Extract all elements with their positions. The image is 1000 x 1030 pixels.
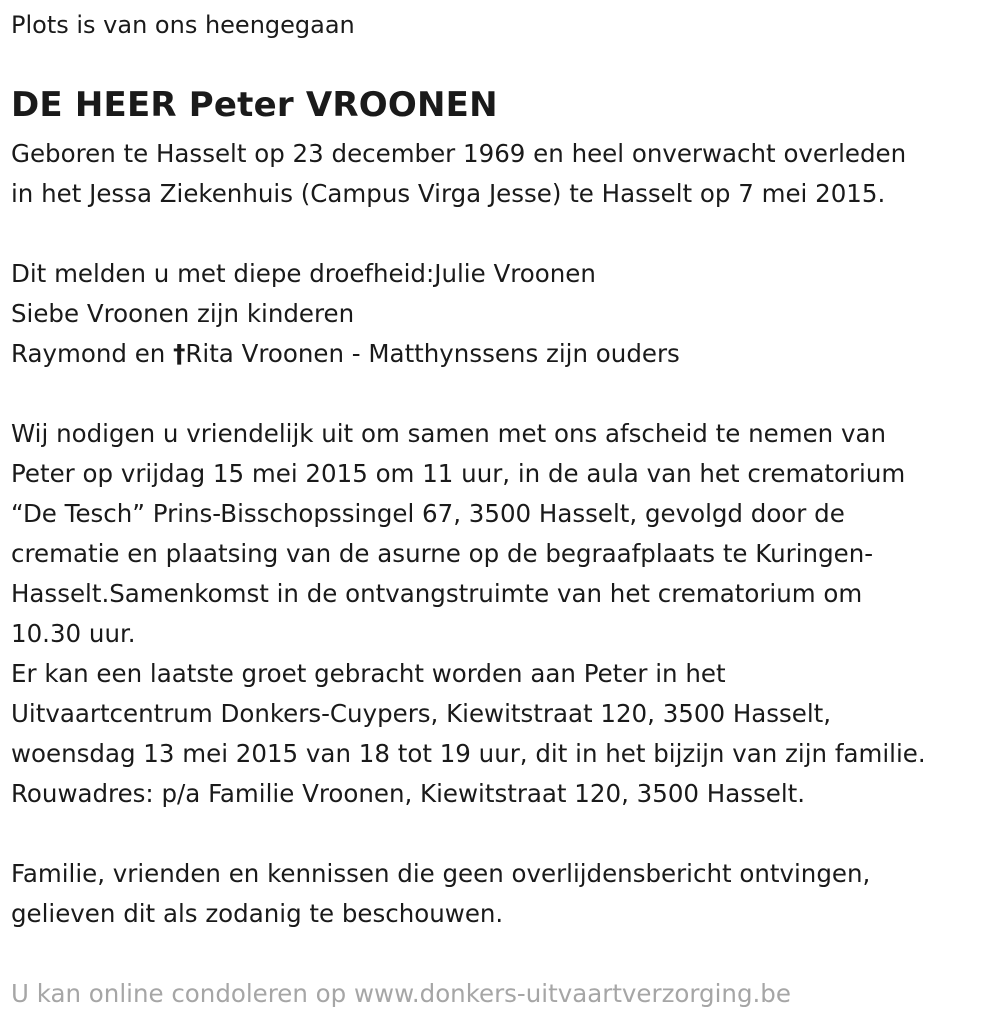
notice-paragraph (11, 854, 991, 934)
invitation-paragraph (11, 414, 991, 814)
parents-prefix: Raymond en (11, 339, 174, 368)
paragraph-line: Wij nodigen u vriendelijk uit om samen met ons afscheid te nemen van (11, 419, 887, 448)
paragraph-line: Hasselt.Samenkomst in de ontvangstruimte van het crematorium om (11, 579, 863, 608)
paragraph-line: 10.30 uur. (11, 619, 136, 648)
deceased-name: DE HEER Peter VROONEN (11, 85, 498, 125)
paragraph-line: gelieven dit als zodanig te beschouwen. (11, 899, 504, 928)
paragraph-line: Er kan een laatste groet gebracht worden aan Peter in het (11, 659, 726, 688)
paragraph-line: crematie en plaatsing van de asurne op de begraafplaats te Kuringen- (11, 539, 874, 568)
paragraph-line: Geboren te Hasselt op 23 december 1969 en heel onverwacht overleden (11, 139, 907, 168)
family-line-children-siebe: Siebe Vroonen zijn kinderen (11, 299, 355, 328)
intro-text: Plots is van ons heengegaan (11, 11, 355, 39)
birth-death-paragraph (11, 134, 991, 214)
mourning-address: Rouwadres: p/a Familie Vroonen, Kiewitstraat 120, 3500 Hasselt. (11, 779, 806, 808)
paragraph-line: Peter op vrijdag 15 mei 2015 om 11 uur, in de aula van het crematorium (11, 459, 906, 488)
paragraph-line: Uitvaartcentrum Donkers-Cuypers, Kiewitstraat 120, 3500 Hasselt, (11, 699, 832, 728)
family-line-children-julie: Dit melden u met diepe droefheid:Julie Vroonen (11, 259, 596, 288)
family-paragraph (11, 254, 991, 374)
family-line-parents (11, 334, 991, 374)
paragraph-line: Familie, vrienden en kennissen die geen overlijdensbericht ontvingen, (11, 859, 871, 888)
parents-suffix: Rita Vroonen - Matthynssens zijn ouders (185, 339, 680, 368)
paragraph-line: woensdag 13 mei 2015 van 18 tot 19 uur, dit in het bijzijn van zijn familie. (11, 739, 926, 768)
online-condolence-text: U kan online condoleren op www.donkers-uitvaartverzorging.be (11, 979, 791, 1008)
paragraph-line: in het Jessa Ziekenhuis (Campus Virga Jesse) te Hasselt op 7 mei 2015. (11, 179, 886, 208)
cross-icon: † (173, 339, 186, 368)
paragraph-line: “De Tesch” Prins-Bisschopssingel 67, 3500 Hasselt, gevolgd door de (11, 499, 845, 528)
